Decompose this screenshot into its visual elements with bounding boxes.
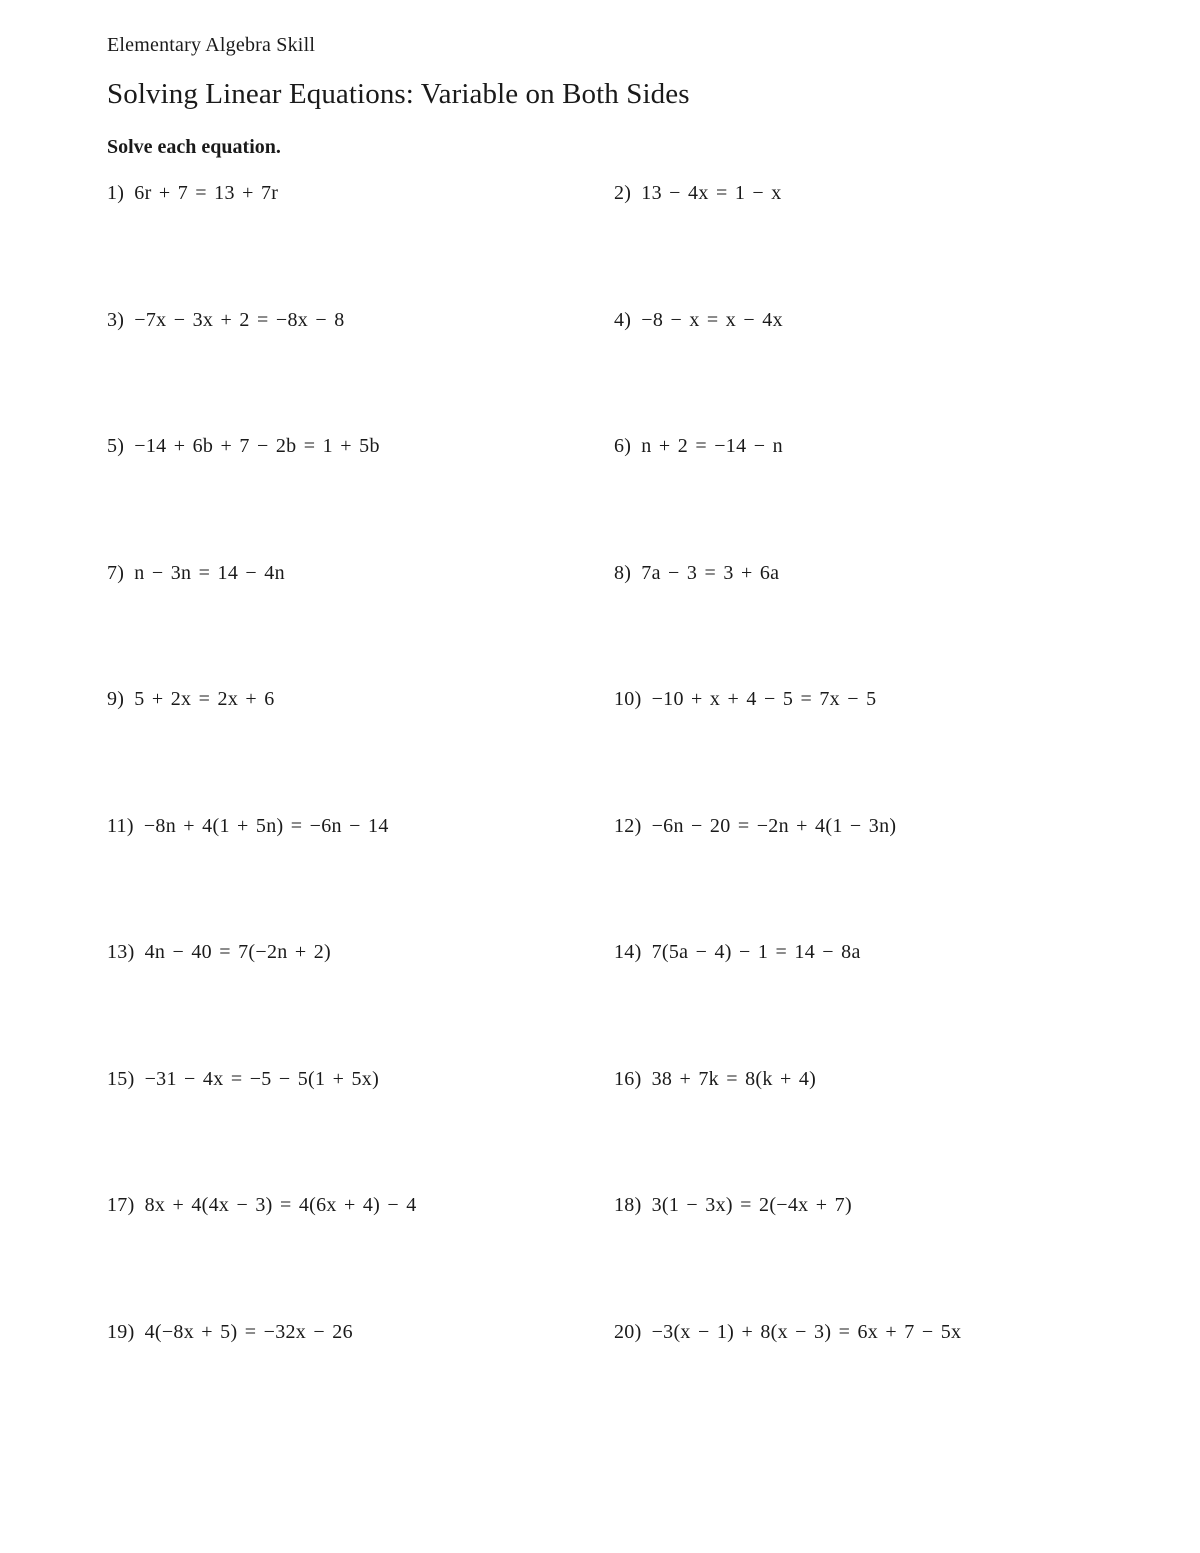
problem-number: 8) <box>614 561 632 584</box>
problem-number: 12) <box>614 814 642 837</box>
problem-item <box>614 688 1107 815</box>
problem-number: 13) <box>107 941 135 963</box>
problem-item <box>107 1194 614 1321</box>
problem-item <box>107 182 614 309</box>
problem-equation: n − 3n = 14 − 4n <box>134 561 285 584</box>
instructions: Solve each equation. <box>107 136 281 158</box>
problem-number: 9) <box>107 688 125 710</box>
problem-equation: −3(x − 1) + 8(x − 3) = 6x + 7 − 5x <box>651 1320 962 1343</box>
problem-equation: 6r + 7 = 13 + 7r <box>134 182 279 204</box>
problem-equation: 7a − 3 = 3 + 6a <box>641 561 780 584</box>
problem-number: 19) <box>107 1320 135 1343</box>
problem-item <box>614 1068 1107 1195</box>
problem-list <box>107 182 1107 1447</box>
problem-equation: 38 + 7k = 8(k + 4) <box>651 1067 817 1090</box>
problem-number: 3) <box>107 308 125 331</box>
problem-equation: −31 − 4x = −5 − 5(1 + 5x) <box>144 1067 380 1090</box>
problem-item <box>614 815 1107 942</box>
problem-number: 14) <box>614 941 642 963</box>
problem-item <box>614 435 1107 562</box>
problem-number: 16) <box>614 1067 642 1090</box>
problem-number: 10) <box>614 688 642 710</box>
problem-number: 20) <box>614 1320 642 1343</box>
problem-item <box>107 815 614 942</box>
problem-item <box>107 1068 614 1195</box>
problem-equation: 7(5a − 4) − 1 = 14 − 8a <box>651 941 861 963</box>
problem-equation: 3(1 − 3x) = 2(−4x + 7) <box>651 1194 852 1216</box>
problem-item <box>614 309 1107 436</box>
problem-item <box>107 688 614 815</box>
problem-number: 4) <box>614 308 632 331</box>
problem-item <box>614 562 1107 689</box>
problem-item <box>107 562 614 689</box>
problem-equation: −8 − x = x − 4x <box>641 308 783 331</box>
problem-item <box>107 435 614 562</box>
problem-item <box>614 1321 1107 1448</box>
problem-number: 15) <box>107 1067 135 1090</box>
problem-equation: −14 + 6b + 7 − 2b = 1 + 5b <box>134 435 380 457</box>
problem-number: 11) <box>107 814 134 837</box>
problem-equation: 4(−8x + 5) = −32x − 26 <box>144 1320 353 1343</box>
problem-equation: −6n − 20 = −2n + 4(1 − 3n) <box>651 814 897 837</box>
problem-number: 6) <box>614 435 632 457</box>
problem-item <box>614 941 1107 1068</box>
page-title: Solving Linear Equations: Variable on Both Sides <box>107 78 690 110</box>
problem-number: 17) <box>107 1194 135 1216</box>
problem-number: 2) <box>614 182 632 204</box>
problem-equation: −7x − 3x + 2 = −8x − 8 <box>134 308 345 331</box>
problem-number: 5) <box>107 435 125 457</box>
problem-item <box>107 1321 614 1448</box>
problem-equation: −10 + x + 4 − 5 = 7x − 5 <box>651 688 877 710</box>
problem-item <box>614 182 1107 309</box>
problem-equation: n + 2 = −14 − n <box>641 435 783 457</box>
problem-equation: 8x + 4(4x − 3) = 4(6x + 4) − 4 <box>144 1194 417 1216</box>
problem-equation: −8n + 4(1 + 5n) = −6n − 14 <box>143 814 389 837</box>
problem-number: 1) <box>107 182 125 204</box>
course-name: Elementary Algebra Skill <box>107 34 316 56</box>
problem-equation: 5 + 2x = 2x + 6 <box>134 688 275 710</box>
problem-equation: 13 − 4x = 1 − x <box>641 182 782 204</box>
problem-number: 7) <box>107 561 125 584</box>
problem-number: 18) <box>614 1194 642 1216</box>
problem-item <box>107 941 614 1068</box>
problem-item <box>107 309 614 436</box>
problem-item <box>614 1194 1107 1321</box>
problem-equation: 4n − 40 = 7(−2n + 2) <box>144 941 331 963</box>
